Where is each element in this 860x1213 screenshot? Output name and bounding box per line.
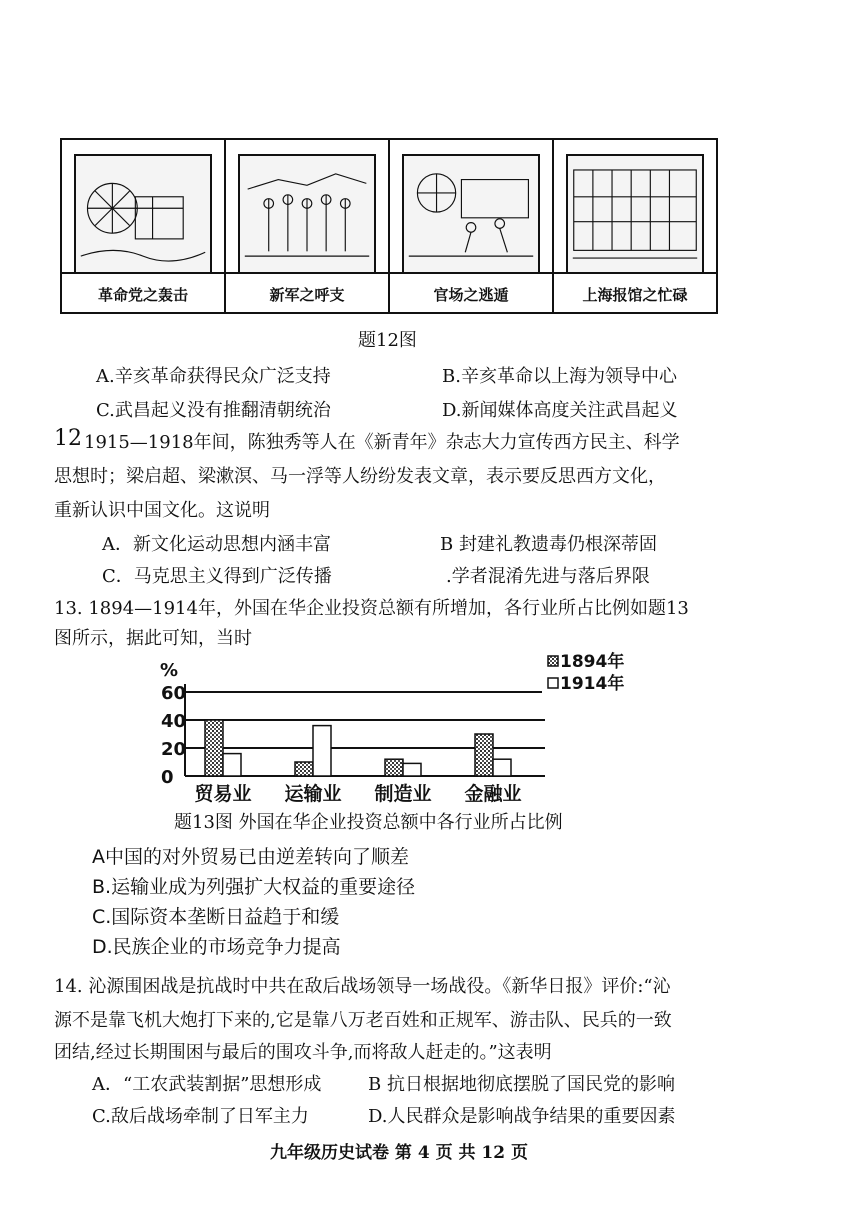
figure-12-panel-1-caption: 革命党之轰击 xyxy=(62,272,224,316)
q14-option-b: B 抗日根据地彻底摆脱了国民党的影响 xyxy=(368,1074,675,1095)
page-footer: 九年级历史试卷 第 4 页 共 12 页 xyxy=(270,1143,528,1163)
figure-12-strip xyxy=(60,138,718,314)
figure-12-panel-4-caption: 上海报馆之忙碌 xyxy=(554,272,716,316)
q14-stem-line-1: 14. 沁源围困战是抗战时中共在敌后战场领导一场战役。《新华日报》评价:“沁 xyxy=(54,976,671,997)
q12b-stem-line-2: 思想时；梁启超、梁漱溟、马一浮等人纷纷发表文章，表示要反思西方文化， xyxy=(54,466,666,487)
bar-1914年-金融业 xyxy=(493,759,511,776)
bar-1894年-运输业 xyxy=(295,762,313,776)
q14-option-a: A．“工农武装割据”思想形成 xyxy=(92,1074,322,1095)
q13-option-d: D.民族企业的市场竞争力提高 xyxy=(92,936,341,958)
new-army-image xyxy=(238,154,376,274)
q13-stem-line-1: 13. 1894—1914年，外国在华企业投资总额有所增加，各行业所占比例如题13 xyxy=(54,598,689,619)
y-tick-label: 60 xyxy=(161,683,187,704)
x-category-label: 贸易业 xyxy=(194,783,252,805)
q12b-option-a: A．新文化运动思想内涵丰富 xyxy=(102,534,331,555)
legend-label: 1894年 xyxy=(560,652,625,672)
x-category-label: 金融业 xyxy=(464,783,522,805)
q12-option-b: B.辛亥革命以上海为领导中心 xyxy=(442,366,677,387)
q12-option-a: A.辛亥革命获得民众广泛支持 xyxy=(96,366,331,387)
figure-13-caption: 题13图 外国在华企业投资总额中各行业所占比例 xyxy=(174,812,563,833)
q14-stem-line-3: 团结,经过长期围困与最后的围攻斗争,而将敌人赶走的。”这表明 xyxy=(54,1042,552,1063)
q12b-option-d: .学者混淆先进与落后界限 xyxy=(446,566,650,587)
y-tick-label: 0 xyxy=(161,767,174,788)
q14-stem-line-2: 源不是靠飞机大炮打下来的,它是靠八万老百姓和正规军、游击队、民兵的一致 xyxy=(54,1010,672,1031)
revolutionary-bombardment-image xyxy=(74,154,212,274)
bar-1914年-运输业 xyxy=(313,726,331,776)
figure-12-panel-4 xyxy=(554,140,716,312)
y-axis-unit: % xyxy=(160,660,179,681)
q12-option-c: C.武昌起义没有推翻清朝统治 xyxy=(96,400,331,421)
legend-swatch xyxy=(548,656,558,666)
q13-option-c: C.国际资本垄断日益趋于和缓 xyxy=(92,906,340,928)
q12b-option-c: C．马克思主义得到广泛传播 xyxy=(102,566,332,587)
y-tick-label: 20 xyxy=(161,739,187,760)
q13-option-b: B.运输业成为列强扩大权益的重要途径 xyxy=(92,876,416,898)
y-tick-label: 40 xyxy=(161,711,187,732)
figure-12-panel-1 xyxy=(62,140,226,312)
figure-12-caption: 题12图 xyxy=(358,330,417,351)
q12b-option-b: B 封建礼教遗毒仍根深蒂固 xyxy=(440,534,657,555)
officials-fleeing-image xyxy=(402,154,540,274)
figure-12-panel-2 xyxy=(226,140,390,312)
bar-1914年-贸易业 xyxy=(223,754,241,776)
q12b-stem-line-1: 1915—1918年间，陈独秀等人在《新青年》杂志大力宣传西方民主、科学 xyxy=(84,432,680,453)
q14-option-d: D.人民群众是影响战争结果的重要因素 xyxy=(368,1106,676,1127)
bar-1894年-贸易业 xyxy=(205,720,223,776)
bar-1894年-金融业 xyxy=(475,734,493,776)
legend-swatch xyxy=(548,678,558,688)
bar-1914年-制造业 xyxy=(403,763,421,776)
q14-option-c: C.敌后战场牵制了日军主力 xyxy=(92,1106,309,1127)
figure-13-bar-chart xyxy=(140,650,660,810)
figure-12-panel-3-caption: 官场之逃遁 xyxy=(390,272,552,316)
x-category-label: 运输业 xyxy=(284,783,342,805)
q13-option-a: A中国的对外贸易已由逆差转向了顺差 xyxy=(92,846,409,868)
q12b-number-handwritten: 12 xyxy=(54,426,82,451)
x-category-label: 制造业 xyxy=(374,783,432,805)
bar-1894年-制造业 xyxy=(385,759,403,776)
q12-option-d: D.新闻媒体高度关注武昌起义 xyxy=(442,400,678,421)
q12b-stem-line-3: 重新认识中国文化。这说明 xyxy=(54,500,270,521)
figure-12-panel-3 xyxy=(390,140,554,312)
figure-12-panel-2-caption: 新军之呼支 xyxy=(226,272,388,316)
shanghai-newspaper-office-image xyxy=(566,154,704,274)
legend-label: 1914年 xyxy=(560,674,625,694)
q13-stem-line-2: 图所示，据此可知，当时 xyxy=(54,628,252,649)
